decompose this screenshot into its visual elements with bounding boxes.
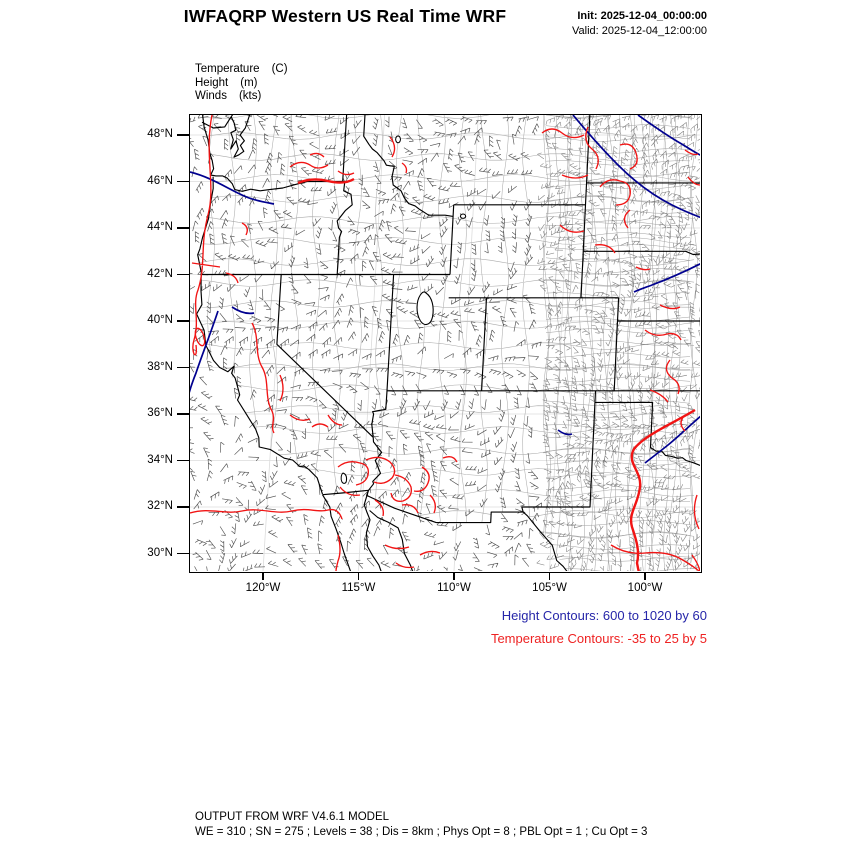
lat-tick-mark — [177, 460, 190, 462]
temperature-contours-note: Temperature Contours: -35 to 25 by 5 — [490, 631, 707, 646]
lon-tick-label: 110°W — [437, 582, 471, 594]
lon-tick-mark — [453, 572, 455, 580]
height-contours-note: Height Contours: 600 to 1020 by 60 — [501, 608, 707, 623]
lat-tick-mark — [177, 134, 190, 136]
footer-config-line: WE = 310 ; SN = 275 ; Levels = 38 ; Dis = 8km ; Phys Opt = 8 ; PBL Opt = 1 ; Cu Opt = 3 — [195, 825, 648, 838]
lat-tick-label: 42°N — [147, 267, 173, 280]
lat-tick-mark — [177, 227, 190, 229]
init-timestamp — [430, 9, 707, 24]
lat-tick-mark — [177, 181, 190, 183]
lat-tick-label: 34°N — [147, 453, 173, 466]
footer-model-line: OUTPUT FROM WRF V4.6.1 MODEL — [195, 811, 390, 823]
lon-tick-label: 100°W — [627, 582, 663, 594]
valid-value: 2025-12-04_12:00:00 — [601, 25, 707, 37]
lat-tick-label: 44°N — [147, 221, 173, 233]
lat-tick-label: 32°N — [147, 500, 173, 512]
timestamps — [430, 9, 707, 39]
legend-temperature-unit: (C) — [271, 63, 288, 75]
valid-timestamp — [430, 24, 707, 39]
lon-tick-label: 115°W — [341, 582, 376, 594]
wind-barbs-layer-west — [190, 115, 542, 571]
lat-tick-label: 30°N — [147, 546, 173, 559]
lat-tick-label: 36°N — [147, 407, 173, 419]
model-footer — [195, 810, 647, 839]
lat-tick-mark — [177, 553, 190, 555]
legend-temperature — [195, 63, 288, 77]
legend-winds — [195, 90, 288, 104]
valid-label: Valid: — [572, 25, 599, 37]
lat-tick-label: 38°N — [147, 360, 173, 373]
page-title: IWFAQRP Western US Real Time WRF — [183, 6, 507, 26]
lat-tick-mark — [177, 413, 190, 415]
init-value: 2025-12-04_00:00:00 — [600, 10, 707, 22]
lon-tick-mark — [549, 572, 551, 580]
legend-height-name: Height — [195, 76, 229, 89]
legend-winds-name: Winds — [195, 90, 227, 102]
lon-tick-mark — [644, 572, 646, 580]
init-label: Init: — [577, 10, 598, 22]
lat-tick-label: 46°N — [147, 174, 173, 187]
lat-tick-label: 40°N — [147, 314, 173, 326]
map-frame — [189, 114, 702, 573]
lat-tick-mark — [177, 274, 190, 276]
variable-legend — [195, 63, 288, 104]
state-boundaries-layer — [197, 115, 700, 571]
lat-tick-mark — [177, 367, 190, 369]
legend-height-unit: (m) — [240, 76, 258, 89]
legend-height — [195, 77, 288, 91]
lon-tick-mark — [358, 572, 360, 580]
lon-tick-mark — [262, 572, 264, 580]
lon-tick-label: 105°W — [532, 582, 567, 594]
lat-tick-mark — [177, 506, 190, 508]
lat-tick-label: 48°N — [147, 128, 173, 140]
lon-tick-label: 120°W — [245, 582, 281, 594]
lat-tick-mark — [177, 320, 190, 322]
legend-winds-unit: (kts) — [238, 90, 262, 102]
legend-temperature-name: Temperature — [195, 63, 260, 75]
map-svg — [190, 115, 700, 571]
